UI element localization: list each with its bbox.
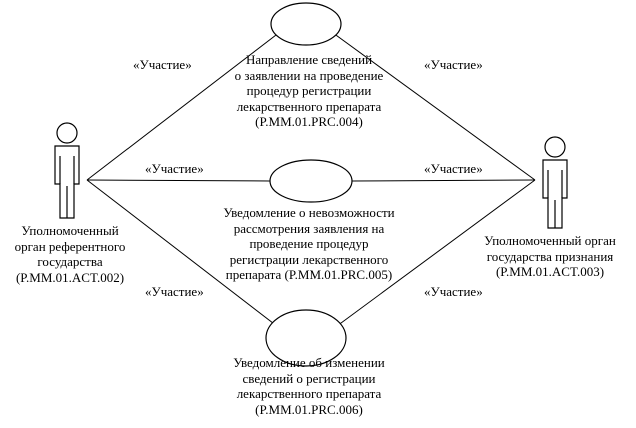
use-case-label-004: Направление сведений о заявлении на проведение процедур регистрации лекарственного препарата (P.MM.01.PRC.004) (234, 52, 384, 129)
stereotype-label-right-middle: «Участие» (424, 161, 483, 176)
actor-left-figure (55, 123, 79, 218)
stereotype-label-left-top: «Участие» (133, 57, 192, 72)
use-case-ellipse-005 (270, 160, 352, 202)
association-line-right-middle (352, 180, 535, 181)
stereotype-label-right-bottom: «Участие» (424, 284, 483, 299)
association-line-left-middle (87, 180, 270, 181)
use-case-label-006: Уведомление об изменении сведений о регистрации лекарственного препарата (P.MM.01.PRC.006) (233, 355, 385, 417)
use-case-ellipse-004 (271, 3, 341, 45)
stereotype-label-right-top: «Участие» (424, 57, 483, 72)
use-case-label-005: Уведомление о невозможности рассмотрения заявления на проведение процедур регистрации лекарственного препарата (P.MM.01.PRC.005) (223, 205, 395, 282)
actor-right-name: Уполномоченный орган государства признания (P.MM.01.ACT.003) (484, 233, 616, 279)
actor-left-name: Уполномоченный орган референтного государства (P.MM.01.ACT.002) (14, 223, 126, 285)
stereotype-label-left-bottom: «Участие» (145, 284, 204, 299)
stereotype-label-left-middle: «Участие» (145, 161, 204, 176)
actor-right-figure (543, 137, 567, 228)
